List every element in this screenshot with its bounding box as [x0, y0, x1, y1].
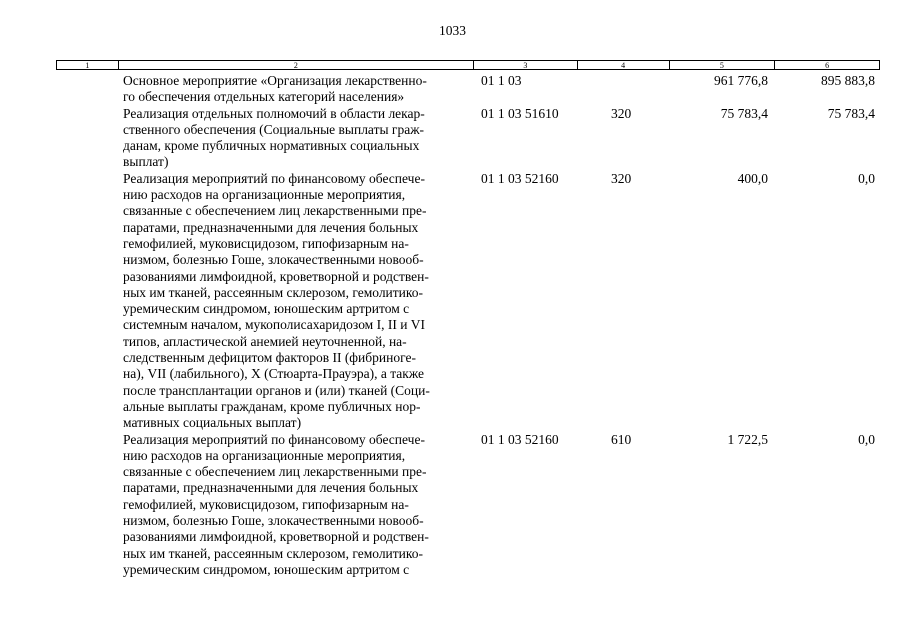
table-header — [56, 60, 880, 70]
page-number: 1033 — [439, 23, 466, 38]
row-name-line: выплат) — [123, 154, 169, 170]
row-name-line: гемофилией, муковисцидозом, гипофизарным на- — [123, 235, 409, 251]
row-name-line: Реализация мероприятий по финансовому обеспече- — [123, 431, 425, 447]
row-value-col5: 961 776,8 — [714, 73, 768, 88]
row-name-line: гемофилией, муковисцидозом, гипофизарным на- — [123, 496, 409, 512]
row-value-col6: 0,0 — [858, 170, 875, 186]
row-name-line: ных им тканей, рассеянным склерозом, гемолитико- — [123, 284, 424, 300]
row-name-line: системным началом, мукополисахаридозом I, II и VI — [123, 317, 426, 333]
row-name-line: уремическим синдромом, юношеским артритом с — [123, 301, 410, 317]
row-name-line: данам, кроме публичных нормативных социальных — [123, 138, 420, 154]
row-code: 01 1 03 52160 — [481, 170, 559, 186]
row-expense-type: 610 — [611, 431, 632, 447]
header-col-3: 3 — [474, 61, 578, 69]
row-value-col6: 75 783,4 — [827, 105, 875, 121]
table-row — [0, 73, 905, 106]
row-value-col6: 0,0 — [858, 431, 875, 447]
row-expense-type: 320 — [611, 170, 632, 186]
row-name-line: низмом, болезнью Гоше, злокачественными новооб- — [123, 513, 424, 529]
row-name-line: нию расходов на организационные мероприятия, — [123, 187, 406, 203]
row-name-line: уремическим синдромом, юношеским артритом с — [123, 561, 410, 577]
row-value-col5: 400,0 — [737, 170, 768, 186]
row-value-col5: 75 783,4 — [720, 105, 768, 121]
row-name-line: ных им тканей, рассеянным склерозом, гемолитико- — [123, 545, 424, 561]
row-name-line: разованиями лимфоидной, кроветворной и родствен- — [123, 529, 429, 545]
row-name — [123, 171, 468, 432]
header-col-4: 4 — [578, 61, 670, 69]
row-name-line: паратами, предназначенными для лечения больных — [123, 480, 419, 496]
row-name — [123, 73, 468, 106]
row-name-line: разованиями лимфоидной, кроветворной и родствен- — [123, 268, 429, 284]
row-name-line: после трансплантации органов и (или) тканей (Соци- — [123, 382, 430, 398]
row-name-line: паратами, предназначенными для лечения больных — [123, 219, 419, 235]
row-name-line: нию расходов на организационные мероприятия, — [123, 447, 406, 463]
header-col-2: 2 — [119, 61, 474, 69]
row-name-line: следственным дефицитом факторов II (фибриноге- — [123, 350, 416, 366]
row-name-line: го обеспечения отдельных категорий населения» — [123, 89, 405, 105]
header-col-1: 1 — [57, 61, 119, 69]
row-name — [123, 432, 468, 579]
row-name-line: мативных социальных выплат) — [123, 415, 302, 431]
row-name-line: ственного обеспечения (Социальные выплаты граж- — [123, 121, 425, 137]
row-value-col6: 895 883,8 — [821, 73, 875, 88]
row-name — [123, 106, 468, 171]
row-name-line: связанные с обеспечением лиц лекарственными пре- — [123, 203, 427, 219]
row-name-line: Основное мероприятие «Организация лекарственно- — [123, 73, 427, 88]
table-row — [0, 171, 905, 432]
row-name-line: низмом, болезнью Гоше, злокачественными новооб- — [123, 252, 424, 268]
row-name-line: Реализация мероприятий по финансовому обеспече- — [123, 170, 425, 186]
row-code: 01 1 03 51610 — [481, 105, 559, 121]
row-name-line: типов, апластической анемией неуточненной, на- — [123, 333, 407, 349]
row-name-line: Реализация отдельных полномочий в области лекар- — [123, 105, 425, 121]
row-code: 01 1 03 52160 — [481, 431, 559, 447]
header-col-6: 6 — [825, 61, 830, 70]
row-code: 01 1 03 — [481, 73, 522, 88]
table-row — [0, 106, 905, 171]
row-name-line: альные выплаты гражданам, кроме публичных нор- — [123, 398, 421, 414]
row-expense-type: 320 — [611, 105, 632, 121]
header-col-5: 5 — [670, 61, 776, 69]
row-name-line: на), VII (лабильного), X (Стюарта-Прауэра), а также — [123, 366, 424, 382]
table-row — [0, 432, 905, 579]
table-body — [0, 73, 905, 578]
row-name-line: связанные с обеспечением лиц лекарственными пре- — [123, 464, 427, 480]
row-value-col5: 1 722,5 — [727, 431, 768, 447]
